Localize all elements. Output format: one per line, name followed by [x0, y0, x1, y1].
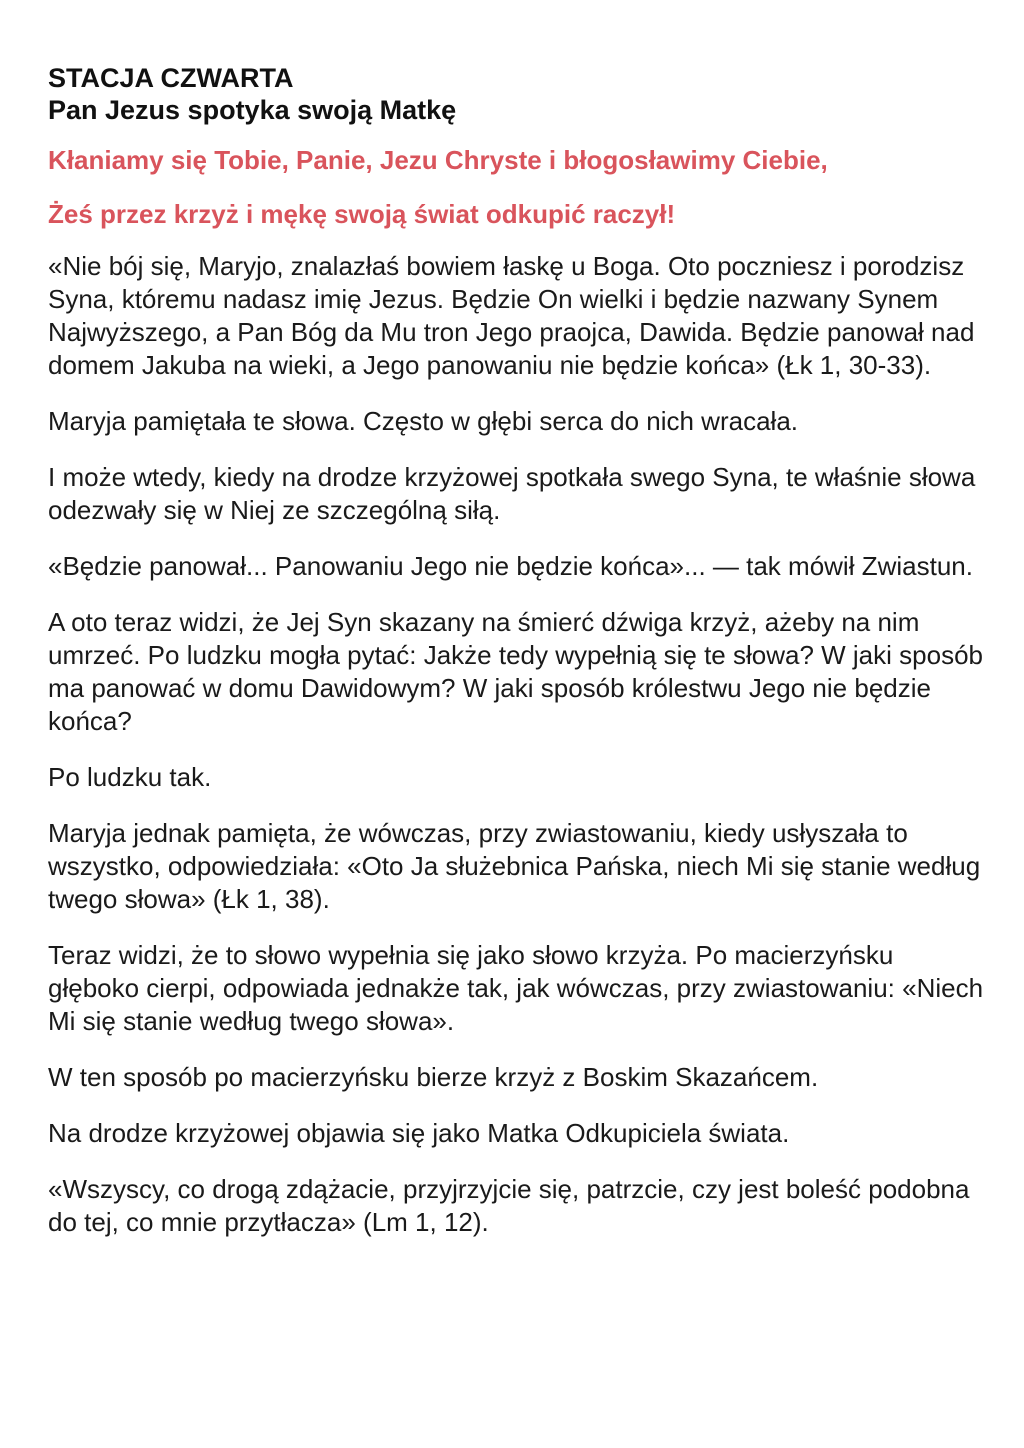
station-title: STACJA CZWARTA: [48, 63, 294, 93]
acclamation-line-2: Żeś przez krzyż i mękę swoją świat odkupić raczył!: [48, 199, 676, 229]
paragraph-7: Maryja jednak pamięta, że wówczas, przy zwiastowaniu, kiedy usłyszała to wszystko, odpowiedziała: «Oto Ja służebnica Pańska, niech Mi się stanie według twego słowa» (Łk 1, 38).: [48, 818, 981, 914]
paragraph-4: «Będzie panował... Panowaniu Jego nie będzie końca»... — tak mówił Zwiastun.: [48, 551, 973, 581]
paragraph-1: «Nie bój się, Maryjo, znalazłaś bowiem łaskę u Boga. Oto poczniesz i porodzisz Syna, któremu nadasz imię Jezus. Będzie On wielki i będzie nazwany Synem Najwyższego, a Pan Bóg da Mu tron Jego praojca, Dawida. Będzie panował nad domem Jakuba na wieki, a Jego panowaniu nie będzie końca» (Łk 1, 30-33).: [48, 251, 975, 380]
paragraph-5: A oto teraz widzi, że Jej Syn skazany na śmierć dźwiga krzyż, ażeby na nim umrzeć. Po ludzku mogła pytać: Jakże tedy wypełnią się te słowa? W jaki sposób ma panować w domu Dawidowym? W jaki sposób królestwu Jego nie będzie końca?: [48, 607, 983, 736]
paragraph-8: Teraz widzi, że to słowo wypełnia się jako słowo krzyża. Po macierzyńsku głęboko cierpi, odpowiada jednakże tak, jak wówczas, przy zwiastowaniu: «Niech Mi się stanie według twego słowa».: [48, 940, 984, 1036]
station-subtitle: Pan Jezus spotyka swoją Matkę: [48, 95, 457, 125]
paragraph-6: Po ludzku tak.: [48, 762, 212, 792]
paragraph-10: Na drodze krzyżowej objawia się jako Matka Odkupiciela świata.: [48, 1118, 790, 1148]
paragraph-11: «Wszyscy, co drogą zdążacie, przyjrzyjcie się, patrzcie, czy jest boleść podobna do tej, co mnie przytłacza» (Lm 1, 12).: [48, 1174, 970, 1237]
document-page: [48, 62, 988, 1262]
acclamation-line-1: Kłaniamy się Tobie, Panie, Jezu Chryste i błogosławimy Ciebie,: [48, 145, 828, 175]
paragraph-9: W ten sposób po macierzyńsku bierze krzyż z Boskim Skazańcem.: [48, 1062, 819, 1092]
paragraph-3: I może wtedy, kiedy na drodze krzyżowej spotkała swego Syna, te właśnie słowa odezwały się w Niej ze szczególną siłą.: [48, 462, 976, 525]
paragraph-2: Maryja pamiętała te słowa. Często w głębi serca do nich wracała.: [48, 406, 799, 436]
